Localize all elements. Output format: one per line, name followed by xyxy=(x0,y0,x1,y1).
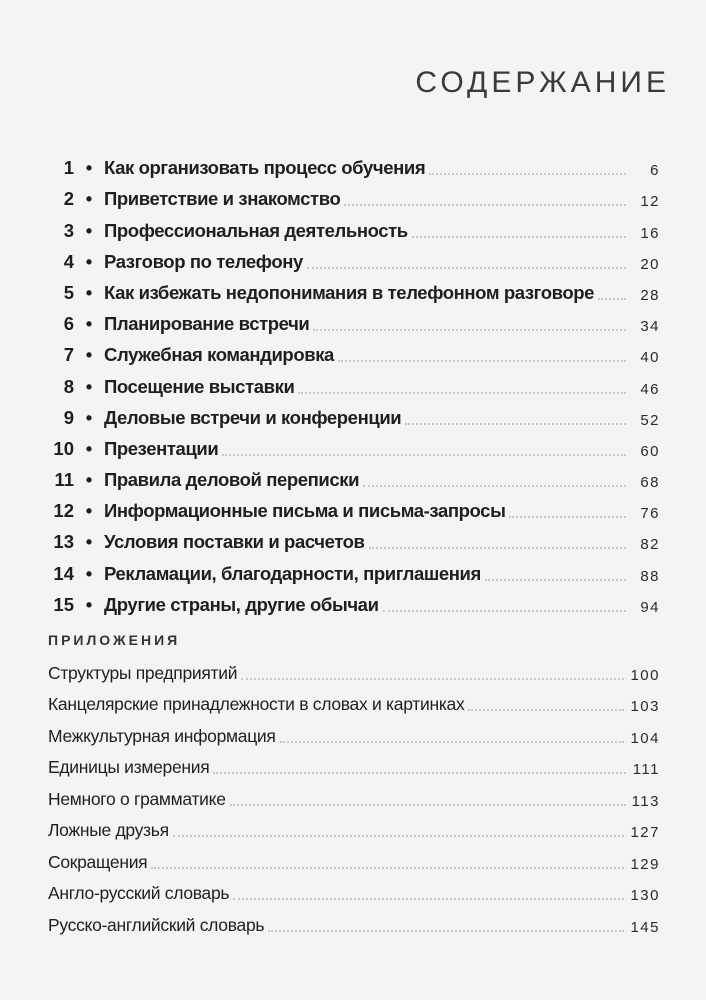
dot-leader xyxy=(151,867,624,869)
toc-entry[interactable] xyxy=(48,585,660,616)
dot-leader xyxy=(338,360,626,362)
toc-entry[interactable] xyxy=(48,491,660,522)
toc-entry[interactable] xyxy=(48,460,660,491)
chapter-title: Профессиональная деятельность xyxy=(104,219,408,241)
toc-entry[interactable] xyxy=(48,148,660,179)
chapter-title: Служебная командировка xyxy=(104,344,334,366)
page-number: 60 xyxy=(640,442,660,460)
dot-leader xyxy=(313,329,626,331)
appendix-entry[interactable] xyxy=(48,904,660,936)
page-number: 16 xyxy=(640,224,660,242)
page-number: 6 xyxy=(650,162,660,180)
dot-leader xyxy=(429,173,626,175)
chapter-number: 5 xyxy=(63,281,74,303)
chapter-number: 7 xyxy=(63,344,74,366)
chapter-number: 11 xyxy=(54,469,74,491)
bullet-separator: • xyxy=(85,157,93,179)
appendix-heading: ПРИЛОЖЕНИЯ xyxy=(48,632,181,648)
toc-entry[interactable] xyxy=(48,553,660,584)
dot-leader xyxy=(363,485,626,487)
dot-leader xyxy=(298,392,626,394)
bullet-separator: • xyxy=(85,500,93,522)
chapter-number: 15 xyxy=(53,593,74,615)
dot-leader xyxy=(383,610,626,612)
page-number: 94 xyxy=(640,598,660,616)
page-number: 111 xyxy=(632,761,660,778)
chapter-number: 2 xyxy=(63,188,74,210)
appendix-title: Канцелярские принадлежности в словах и картинках xyxy=(48,694,465,714)
page-number: 145 xyxy=(630,918,660,936)
dot-leader xyxy=(268,930,624,932)
page-number: 52 xyxy=(640,411,660,429)
page-title: СОДЕРЖАНИЕ xyxy=(415,66,670,99)
dot-leader xyxy=(485,579,626,581)
appendix-entry[interactable] xyxy=(48,810,660,842)
appendix-title: Сокращения xyxy=(48,851,148,872)
dot-leader xyxy=(213,772,626,774)
dot-leader xyxy=(468,709,624,711)
toc-entry[interactable] xyxy=(48,335,660,366)
chapter-title: Как избежать недопонимания в телефонном разговоре xyxy=(104,281,595,303)
bullet-separator: • xyxy=(85,375,93,397)
dot-leader xyxy=(344,204,626,206)
chapter-title: Посещение выставки xyxy=(104,375,295,397)
chapter-title: Другие страны, другие обычаи xyxy=(104,593,379,615)
chapter-number: 13 xyxy=(53,531,74,553)
toc-entry[interactable] xyxy=(48,242,660,273)
dot-leader xyxy=(241,678,624,680)
chapter-title: Приветствие и знакомство xyxy=(104,188,341,210)
page-number: 68 xyxy=(640,474,660,492)
bullet-separator: • xyxy=(85,250,93,272)
appendix-entry[interactable] xyxy=(48,715,660,747)
appendix-title: Структуры предприятий xyxy=(48,662,238,683)
chapter-number: 6 xyxy=(63,313,74,335)
chapter-number: 12 xyxy=(53,500,74,522)
chapter-title: Разговор по телефону xyxy=(104,250,303,272)
page-number: 127 xyxy=(630,824,660,841)
dot-leader xyxy=(412,236,626,238)
appendix-title: Немного о грамматике xyxy=(48,788,226,809)
chapter-title: Рекламации, благодарности, приглашения xyxy=(104,562,481,584)
appendix-title: Русско-английский словарь xyxy=(48,914,265,935)
page-number: 104 xyxy=(630,729,660,747)
bullet-separator: • xyxy=(85,531,93,553)
chapter-number: 8 xyxy=(63,375,74,397)
chapter-title: Планирование встречи xyxy=(104,313,310,335)
appendix-entry[interactable] xyxy=(48,778,660,810)
dot-leader xyxy=(369,547,626,549)
bullet-separator: • xyxy=(85,406,93,428)
chapter-title: Условия поставки и расчетов xyxy=(104,531,365,553)
chapter-title: Информационные письма и письма-запросы xyxy=(104,500,506,522)
chapter-number: 14 xyxy=(53,562,74,584)
appendix-title: Ложные друзья xyxy=(48,820,169,840)
page-number: 76 xyxy=(640,505,660,523)
page-number: 20 xyxy=(640,255,660,273)
page-number: 46 xyxy=(640,380,660,398)
appendix-entry[interactable] xyxy=(48,873,660,905)
bullet-separator: • xyxy=(85,593,93,615)
appendix-title: Межкультурная информация xyxy=(48,725,276,746)
page-number: 28 xyxy=(640,286,660,304)
chapter-title: Деловые встречи и конференции xyxy=(104,406,402,428)
dot-leader xyxy=(280,741,625,743)
chapter-number: 10 xyxy=(53,437,74,459)
toc-entry[interactable] xyxy=(48,304,660,335)
page-number: 88 xyxy=(640,567,660,585)
page-number: 40 xyxy=(640,349,660,367)
dot-leader xyxy=(598,298,626,300)
page-number: 12 xyxy=(640,193,660,211)
toc-entry[interactable] xyxy=(48,179,660,210)
toc-entry[interactable] xyxy=(48,366,660,397)
bullet-separator: • xyxy=(85,437,93,459)
chapter-number: 1 xyxy=(63,157,74,179)
page-number: 103 xyxy=(630,698,660,715)
page-number: 100 xyxy=(630,666,660,684)
page-number: 113 xyxy=(631,792,660,810)
page-number: 82 xyxy=(640,536,660,554)
dot-leader xyxy=(230,804,626,806)
toc-entry[interactable] xyxy=(48,522,660,553)
chapter-title: Как организовать процесс обучения xyxy=(104,157,426,179)
appendix-title: Англо-русский словарь xyxy=(48,883,230,903)
bullet-separator: • xyxy=(85,188,93,210)
page-number: 130 xyxy=(630,887,660,904)
toc-entry[interactable] xyxy=(48,398,660,429)
appendix-list xyxy=(48,652,660,936)
toc-entry[interactable] xyxy=(48,210,660,241)
bullet-separator: • xyxy=(85,281,93,303)
appendix-title: Единицы измерения xyxy=(48,757,210,777)
toc-entry[interactable] xyxy=(48,429,660,460)
chapter-number: 3 xyxy=(63,219,74,241)
dot-leader xyxy=(233,898,624,900)
bullet-separator: • xyxy=(85,469,93,491)
chapter-title: Правила деловой переписки xyxy=(104,469,360,491)
appendix-entry[interactable] xyxy=(48,684,660,716)
dot-leader xyxy=(307,267,626,269)
chapter-title: Презентации xyxy=(104,437,219,459)
appendix-entry[interactable] xyxy=(48,652,660,684)
dot-leader xyxy=(173,835,625,837)
page-number: 129 xyxy=(630,855,660,873)
chapter-number: 4 xyxy=(63,250,74,272)
bullet-separator: • xyxy=(85,219,93,241)
dot-leader xyxy=(405,423,626,425)
dot-leader xyxy=(509,516,626,518)
bullet-separator: • xyxy=(85,313,93,335)
dot-leader xyxy=(222,454,626,456)
bullet-separator: • xyxy=(85,344,93,366)
bullet-separator: • xyxy=(85,562,93,584)
appendix-entry[interactable] xyxy=(48,841,660,873)
toc-entry[interactable] xyxy=(48,273,660,304)
appendix-entry[interactable] xyxy=(48,747,660,779)
chapter-list xyxy=(48,148,660,616)
page-number: 34 xyxy=(640,318,660,336)
chapter-number: 9 xyxy=(63,406,74,428)
